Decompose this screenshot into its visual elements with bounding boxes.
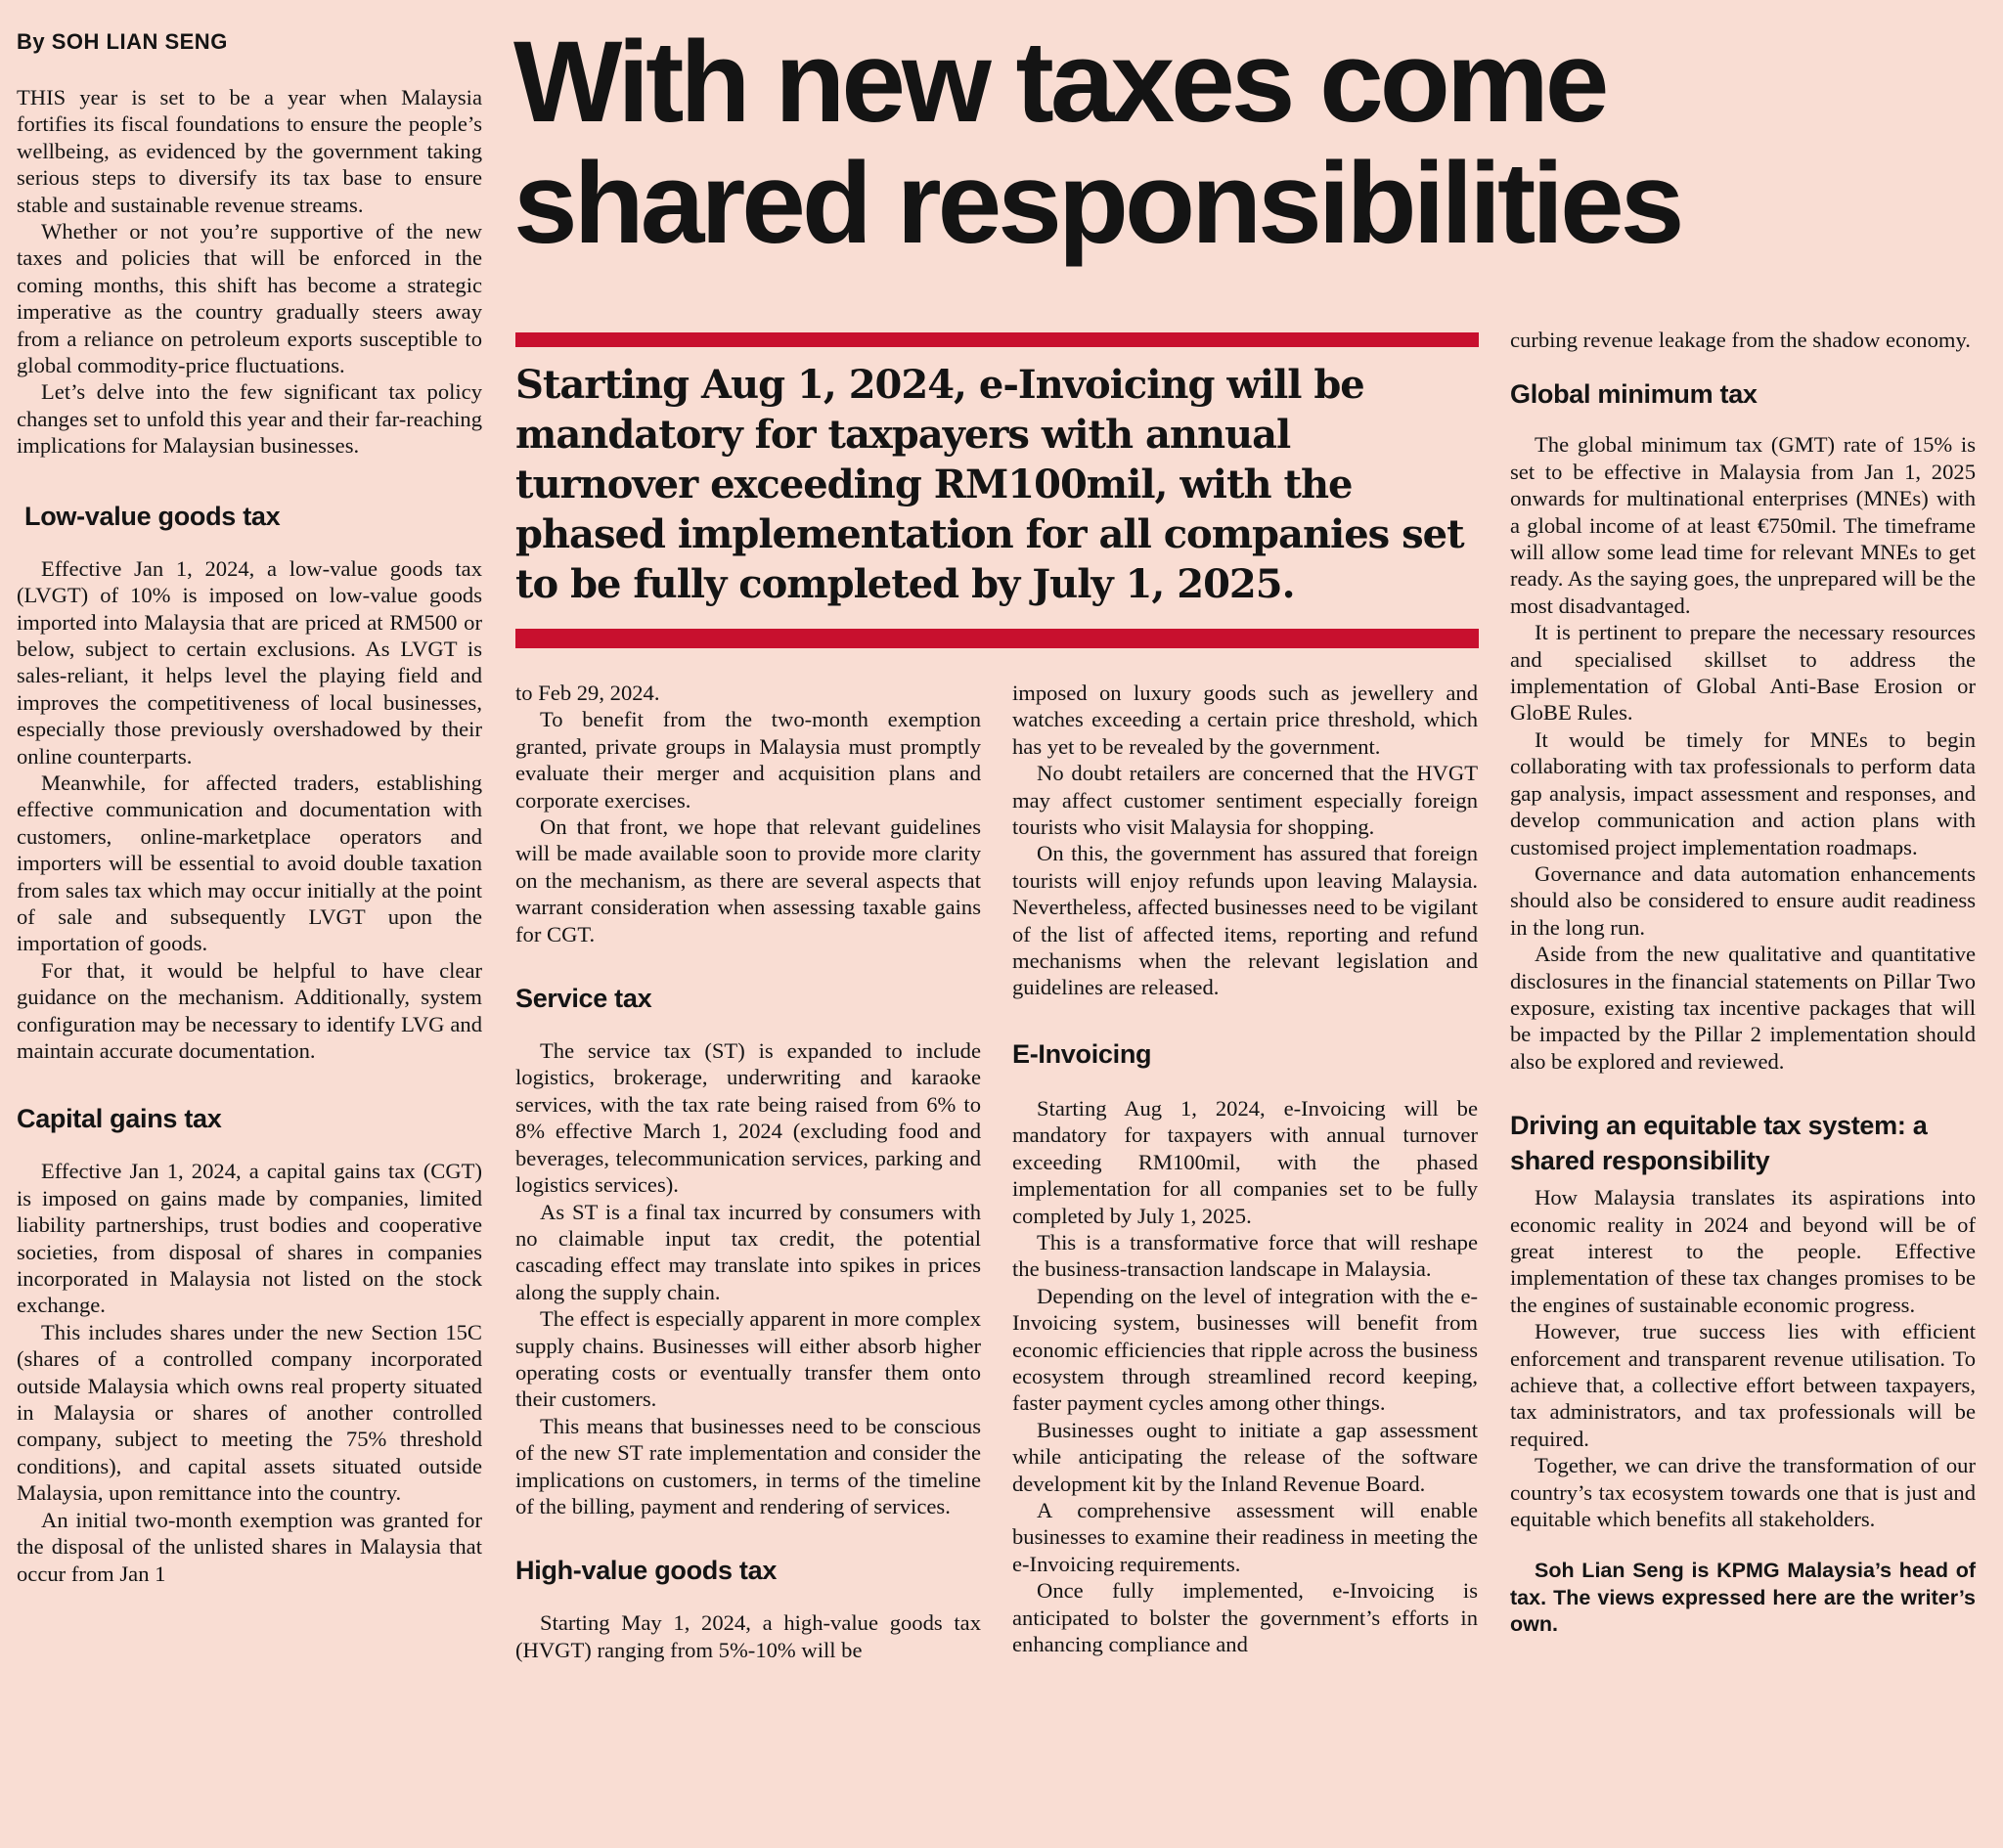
headline-line-2: shared responsibilities — [513, 139, 1681, 268]
body-paragraph: On this, the government has assured that foreign tourists will enjoy refunds upon leaving Malaysia. Nevertheless, affected businesses need to be vigilant of the list of affected items, reporting and refund mechanisms when the relevant legislation and guidelines are released. — [1012, 841, 1478, 1000]
body-paragraph: The global minimum tax (GMT) rate of 15% is set to be effective in Malaysia from Jan 1, 2025 onwards for multinational enterprises (MNEs) with a global income of at least €750mil. The timeframe will allow some lead time for relevant MNEs to get ready. As the saying goes, the unprepared will be the most disadvantaged. — [1510, 432, 1977, 618]
body-paragraph: Aside from the new qualitative and quantitative disclosures in the financial statements on Pillar Two exposure, existing tax incentive packages that will be impacted by the Pillar 2 implementation should also be explored and reviewed. — [1510, 942, 1976, 1074]
body-paragraph: Depending on the level of integration with the e-Invoicing system, businesses will benefit from economic efficiencies that ripple across the business ecosystem through streamlined record keeping, faster payment cycles among other things. — [1012, 1283, 1478, 1416]
intro-paragraph: Whether or not you’re supportive of the new taxes and policies that will be enforced in the coming months, this shift has become a strategic imperative as the country gradually steers away from a reliance on petroleum exports susceptible to global commodity-price fluctuations. — [17, 219, 482, 378]
body-paragraph: Effective Jan 1, 2024, a capital gains tax (CGT) is imposed on gains made by companies, limited liability partnerships, trust bodies and cooperative societies, from disposal of shares in companies incorporated in Malaysia not listed on the stock exchange. — [17, 1159, 482, 1318]
headline-line-1: With new taxes come — [513, 18, 1606, 147]
intro-paragraph: Let’s delve into the few significant tax policy changes set to unfold this year and their far-reaching implications for Malaysian businesses. — [17, 379, 482, 459]
author-bio: Soh Lian Seng is KPMG Malaysia’s head of tax. The views expressed here are the writer’s own. — [1510, 1559, 1976, 1637]
body-paragraph: The service tax (ST) is expanded to include logistics, brokerage, underwriting and karaoke services, with the tax rate being raised from 6% to 8% effective March 1, 2024 (excluding food and beverages, telecommunication services, parking and logistics services). — [515, 1038, 981, 1198]
body-paragraph: This is a transformative force that will reshape the business-transaction landscape in Malaysia. — [1012, 1229, 1478, 1282]
byline: By SOH LIAN SENG — [17, 29, 228, 54]
intro-paragraph: THIS year is set to be a year when Malaysia fortifies its fiscal foundations to ensure the people’s wellbeing, as evidenced by the government taking serious steps to diversify its tax base to ensure stable and sustainable revenue streams. — [17, 85, 482, 217]
body-paragraph: How Malaysia translates its aspirations into economic reality in 2024 and beyond will be of great interest to the people. Effective implementation of these tax changes promises to be the engines of sustainable economic progress. — [1510, 1185, 1976, 1317]
body-paragraph: Together, we can drive the transformation of our country’s tax ecosystem towards one that is just and equitable which benefits all stakeholders. — [1510, 1453, 1976, 1532]
body-paragraph: However, true success lies with efficient enforcement and transparent revenue utilisation. To achieve that, a collective effort between taxpayers, tax administrators, and tax professionals will be required. — [1510, 1319, 1976, 1451]
body-paragraph: For that, it would be helpful to have clear guidance on the mechanism. Additionally, system configuration may be necessary to identify LVG and maintain accurate documentation. — [17, 957, 482, 1063]
column-3 — [1012, 0, 1478, 1657]
body-paragraph: curbing revenue leakage from the shadow economy. — [1510, 328, 1971, 352]
heading-low-value-goods-tax: Low-value goods tax — [24, 501, 281, 531]
body-paragraph: The effect is especially apparent in more complex supply chains. Businesses will either absorb higher operating costs or eventually transfer them onto their customers. — [515, 1306, 981, 1412]
body-paragraph: A comprehensive assessment will enable businesses to examine their readiness in meeting the e-Invoicing requirements. — [1012, 1497, 1478, 1576]
body-paragraph: Once fully implemented, e-Invoicing is anticipated to bolster the government’s efforts in enhancing compliance and — [1012, 1578, 1478, 1656]
body-paragraph: It is pertinent to prepare the necessary resources and specialised skillset to address the implementation of Global Anti-Base Erosion or GloBE Rules. — [1510, 620, 1976, 726]
body-paragraph: No doubt retailers are concerned that the HVGT may affect customer sentiment especially foreign tourists who visit Malaysia for shopping. — [1012, 761, 1478, 840]
pull-quote: Starting Aug 1, 2024, e-Invoicing will be mandatory for taxpayers with annual turnover exceeding RM100mil, with the phased implementation for all companies set to be fully completed by July 1, 2025. — [515, 362, 1464, 607]
heading-e-invoicing: E-Invoicing — [1012, 1038, 1152, 1069]
body-paragraph: Starting May 1, 2024, a high-value goods tax (HVGT) ranging from 5%-10% will be — [515, 1610, 981, 1662]
body-paragraph: Governance and data automation enhancements should also be considered to ensure audit readiness in the long run. — [1510, 860, 1976, 940]
heading-capital-gains-tax: Capital gains tax — [17, 1104, 222, 1134]
body-paragraph: An initial two-month exemption was granted for the disposal of the unlisted shares in Malaysia that occur from Jan 1 — [17, 1507, 482, 1586]
column-1 — [17, 0, 482, 1587]
body-paragraph: Businesses ought to initiate a gap assessment while anticipating the release of the software development kit by the Inland Revenue Board. — [1012, 1417, 1478, 1496]
body-paragraph: Starting Aug 1, 2024, e-Invoicing will be mandatory for taxpayers with annual turnover exceeding RM100mil, with the phased implementation for all companies set to be fully completed by July 1, 2025. — [1012, 1095, 1478, 1228]
heading-equitable-tax-system: Driving an equitable tax system: a shared responsibility — [1510, 1111, 1928, 1176]
body-paragraph: As ST is a final tax incurred by consumers with no claimable input tax credit, the potential cascading effect may translate into spikes in prices along the supply chain. — [515, 1199, 981, 1304]
body-paragraph: To benefit from the two-month exemption granted, private groups in Malaysia must promptly evaluate their merger and acquisition plans and corporate exercises. — [515, 707, 981, 813]
body-paragraph: Meanwhile, for affected traders, establishing effective communication and documentation with customers, online-marketplace operators and importers will be essential to avoid double taxation from sales tax which may occur initially at the point of sale and subsequently LVGT upon the importation of goods. — [17, 770, 482, 956]
body-paragraph: imposed on luxury goods such as jewellery and watches exceeding a certain price threshold, which has yet to be revealed by the government. — [1012, 681, 1478, 759]
heading-global-minimum-tax: Global minimum tax — [1510, 379, 1758, 410]
column-4 — [1510, 0, 1976, 1639]
body-paragraph: to Feb 29, 2024. — [515, 681, 660, 705]
body-paragraph: This means that businesses need to be conscious of the new ST rate implementation and consider the implications on customers, in terms of the timeline of the billing, payment and rendering of services. — [515, 1413, 981, 1518]
heading-service-tax: Service tax — [515, 984, 652, 1014]
column-2 — [515, 0, 981, 1663]
heading-high-value-goods-tax: High-value goods tax — [515, 1556, 778, 1586]
body-paragraph: It would be timely for MNEs to begin collaborating with tax professionals to perform data gap analysis, impact assessment and responses, and develop communication and action plans with customised project implementation roadmaps. — [1510, 726, 1976, 859]
body-paragraph: Effective Jan 1, 2024, a low-value goods tax (LVGT) of 10% is imposed on low-value goods imported into Malaysia that are priced at RM500 or below, subject to certain exclusions. As LVGT is sales-reliant, it helps level the playing field and improves the competitiveness of local businesses, especially those previously overshadowed by their online counterparts. — [17, 555, 482, 769]
body-paragraph: On that front, we hope that relevant guidelines will be made available soon to provide more clarity on the mechanism, as there are several aspects that warrant consideration when assessing taxable gains for CGT. — [515, 814, 981, 946]
body-paragraph: This includes shares under the new Section 15C (shares of a controlled company incorporated outside Malaysia which owns real property situated in Malaysia or shares of another controlled company, subject to meeting the 75% threshold conditions), and capital assets situated outside Malaysia, upon remittance into the country. — [17, 1319, 482, 1506]
